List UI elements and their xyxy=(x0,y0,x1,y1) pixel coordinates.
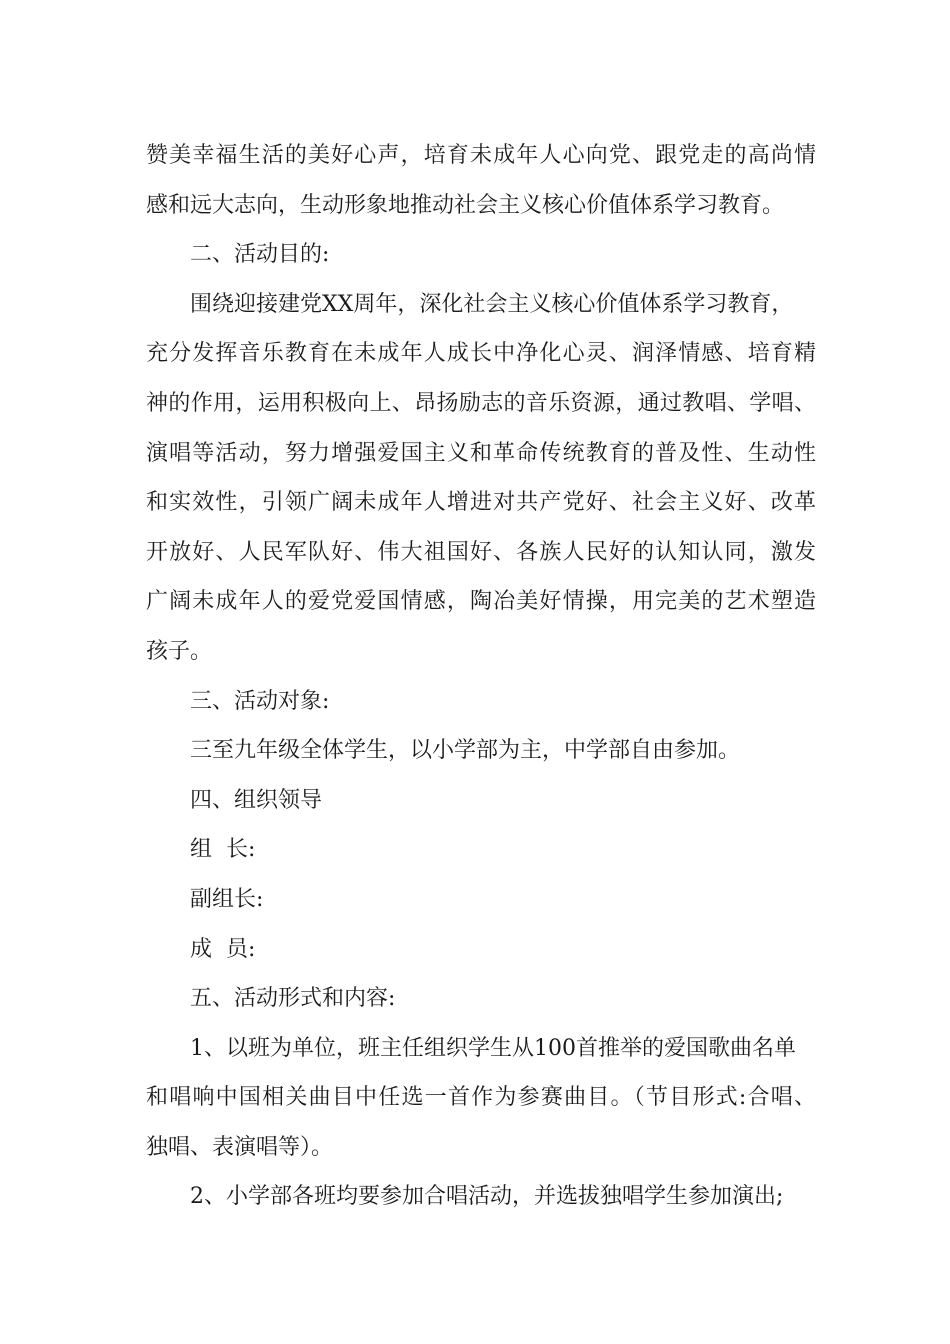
paragraph-line: 孩子。 xyxy=(146,638,213,664)
section-heading: 二、活动目的: xyxy=(190,242,330,268)
paragraph-line: 1、以班为单位，班主任组织学生从100首推举的爱国歌曲名单 xyxy=(190,1035,796,1061)
paragraph-line: 开放好、人民军队好、伟大祖国好、各族人民好的认知认同，激发 xyxy=(146,539,816,565)
paragraph-line: 演唱等活动，努力增强爱国主义和革命传统教育的普及性、生动性 xyxy=(146,440,816,466)
document-body xyxy=(146,131,816,1222)
role-label: 成 员: xyxy=(190,936,256,962)
role-label: 副组长: xyxy=(190,886,264,912)
paragraph-line: 广阔未成年人的爱党爱国情感，陶冶美好情操，用完美的艺术塑造 xyxy=(146,589,816,615)
paragraph-line: 三至九年级全体学生，以小学部为主，中学部自由参加。 xyxy=(190,738,741,764)
paragraph-line: 围绕迎接建党XX周年，深化社会主义核心价值体系学习教育， xyxy=(190,291,794,317)
paragraph-line: 和唱响中国相关曲目中任选一首作为参赛曲目。（节目形式:合唱、 xyxy=(146,1085,816,1111)
section-heading: 三、活动对象: xyxy=(190,688,330,714)
role-label: 组 长: xyxy=(190,837,256,863)
paragraph-line: 2、小学部各班均要参加合唱活动，并选拔独唱学生参加演出; xyxy=(190,1184,784,1210)
paragraph-line: 感和远大志向，生动形象地推动社会主义核心价值体系学习教育。 xyxy=(146,192,785,218)
paragraph-line: 赞美幸福生活的美好心声，培育未成年人心向党、跟党走的高尚情 xyxy=(146,143,816,168)
section-heading: 四、组织领导 xyxy=(190,787,323,813)
paragraph-line: 神的作用，运用积极向上、昂扬励志的音乐资源，通过教唱、学唱、 xyxy=(146,390,816,416)
paragraph-line: 充分发挥音乐教育在未成年人成长中净化心灵、润泽情感、培育精 xyxy=(146,341,816,367)
section-heading: 五、活动形式和内容: xyxy=(190,986,396,1012)
paragraph-line: 独唱、表演唱等）。 xyxy=(146,1134,334,1160)
paragraph-line: 和实效性，引领广阔未成年人增进对共产党好、社会主义好、改革 xyxy=(146,490,816,516)
